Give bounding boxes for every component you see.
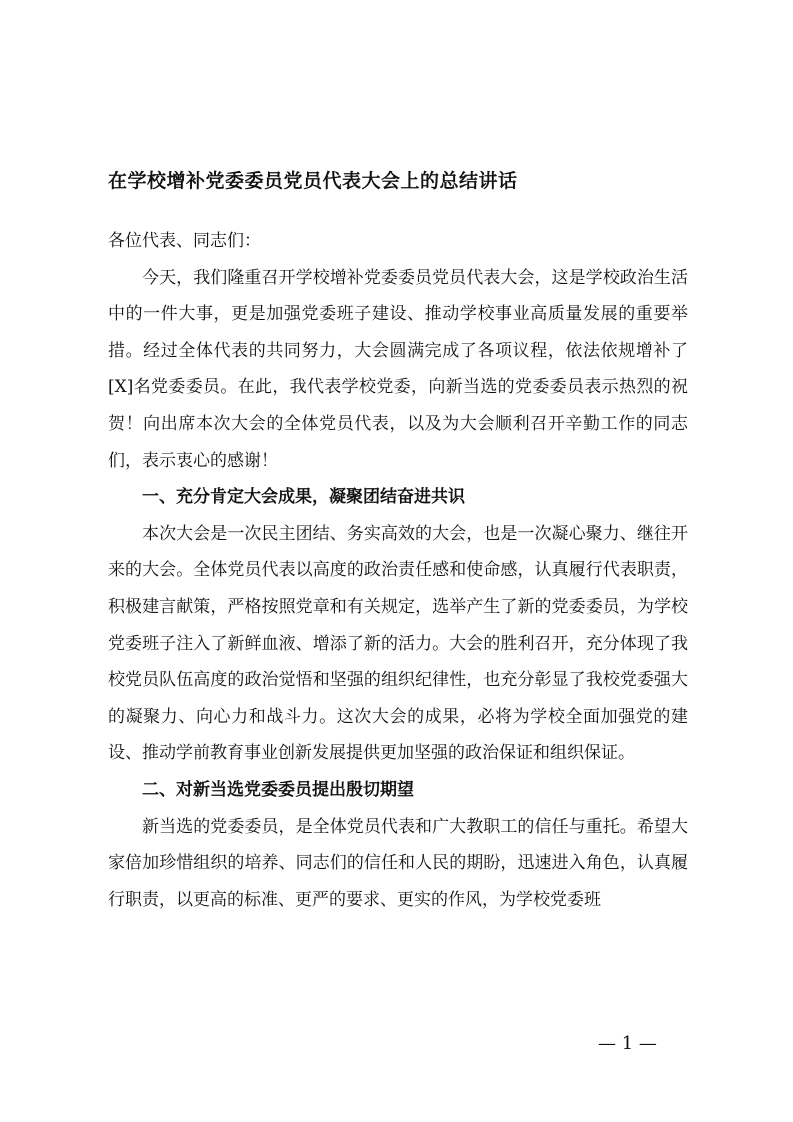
- page-number: — 1 —: [598, 1033, 657, 1054]
- salutation: 各位代表、同志们：: [108, 231, 261, 251]
- document-title: 在学校增补党委委员党员代表大会上的总结讲话: [108, 170, 518, 192]
- section-heading-2: 二、对新当选党委委员提出殷切期望: [142, 779, 414, 800]
- section-heading-1: 一、充分肯定大会成果，凝聚团结奋进共识: [142, 487, 465, 508]
- paragraph-section-1: 本次大会是一次民主团结、务实高效的大会，也是一次凝心聚力、继往开来的大会。全体党员代表以高度的政治责任感和使命感，认真履行代表职责，积极建言献策，严格按照党章和有关规定，选举产生了新的党委委员，为学校党委班子注入了新鲜血液、增添了新的活力。大会的胜利召开，充分体现了我校党员队伍高度的政治觉悟和坚强的组织纪律性，也充分彰显了我校党委强大的凝聚力、向心力和战斗力。这次大会的成果，必将为学校全面加强党的建设、推动学前教育事业创新发展提供更加坚强的政治保证和组织保证。: [108, 523, 688, 764]
- document-body: [108, 223, 688, 918]
- paragraph-section-2: 新当选的党委委员，是全体党员代表和广大教职工的信任与重托。希望大家倍加珍惜组织的培养、同志们的信任和人民的期盼，迅速进入角色，认真履行职责，以更高的标准、更严的要求、更实的作风，为学校党委班: [108, 816, 688, 910]
- paragraph-opening: 今天，我们隆重召开学校增补党委委员党员代表大会，这是学校政治生活中的一件大事，更是加强党委班子建设、推动学校事业高质量发展的重要举措。经过全体代表的共同努力，大会圆满完成了各项议程，依法依规增补了[X]名党委委员。在此，我代表学校党委，向新当选的党委委员表示热烈的祝贺！向出席本次大会的全体党员代表，以及为大会顺利召开辛勤工作的同志们，表示衷心的感谢！: [108, 267, 688, 471]
